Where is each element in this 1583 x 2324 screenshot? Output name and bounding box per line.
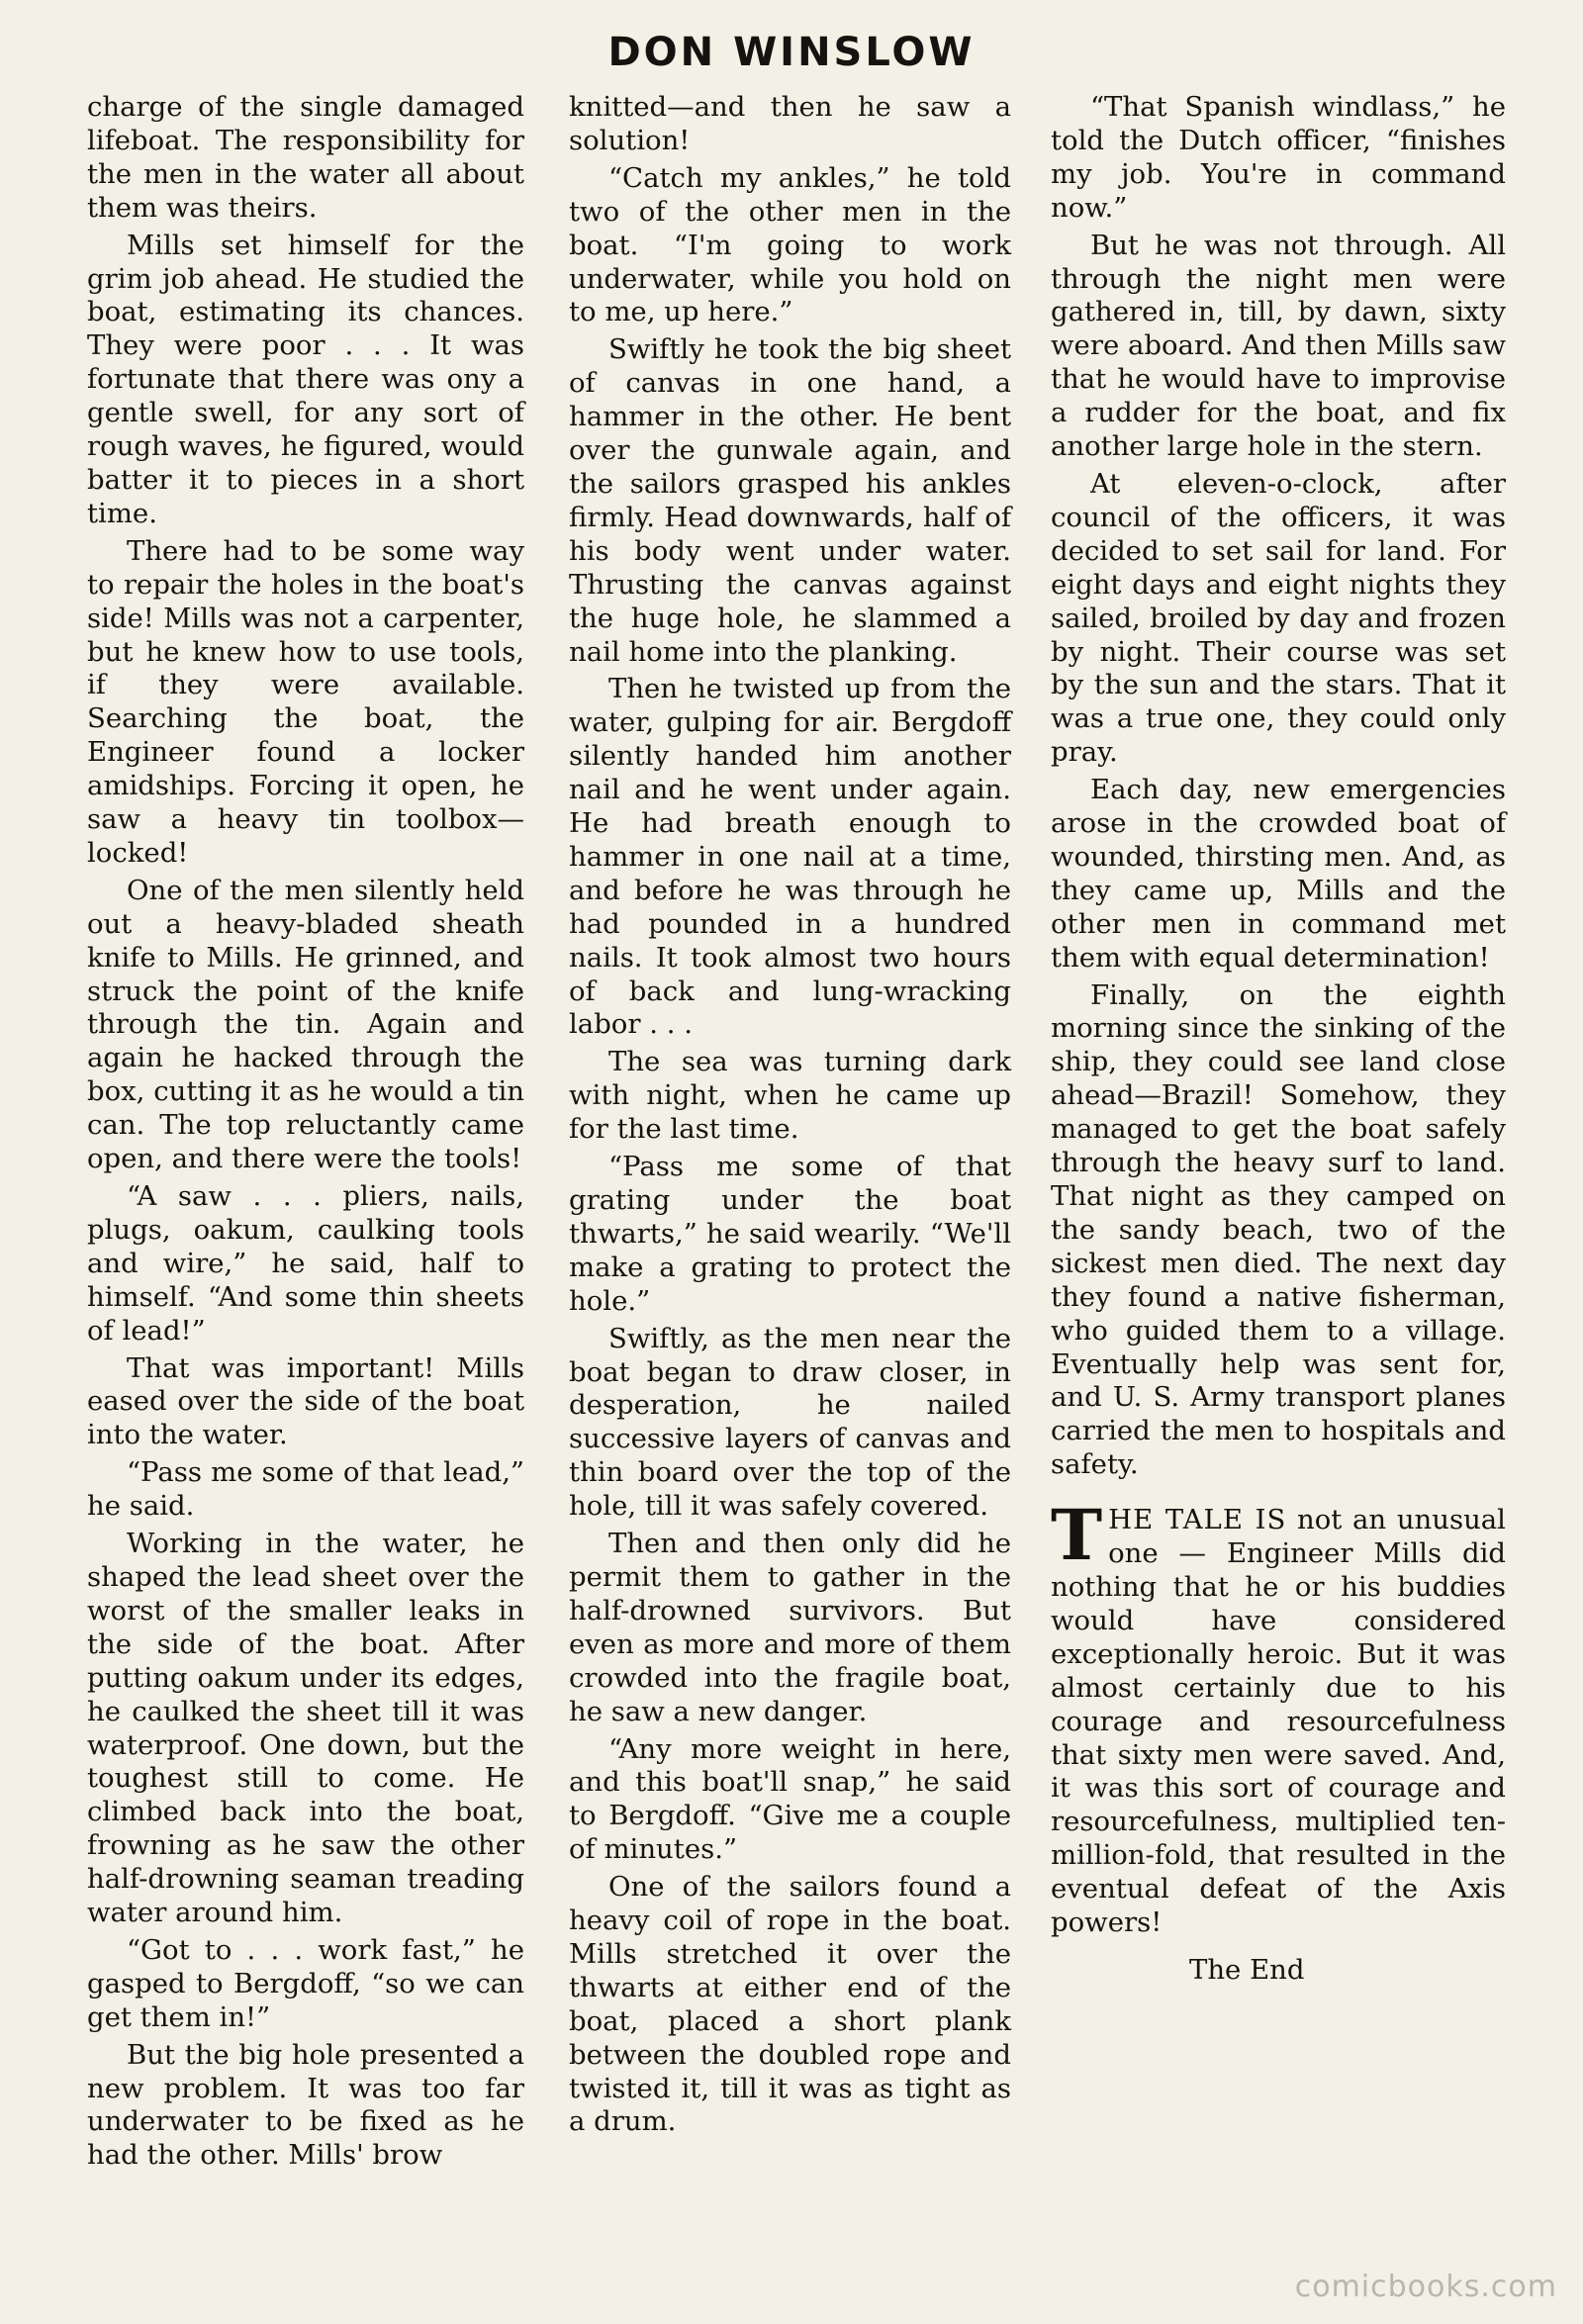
paragraph: There had to be some way to repair the holes in the boat's side! Mills was not a carpenter, but he knew how to use tools, if they were available. Searching the boat, the Engineer found a locker amidships. Forcing it open, he saw a heavy tin toolbox—locked!	[87, 534, 524, 869]
paragraph: One of the sailors found a heavy coil of rope in the boat. Mills stretched it over the thwarts at either end of the boat, placed a short plank between the doubled rope and twisted it, till it was as tight as a drum.	[569, 1871, 1011, 2138]
paragraph: “Catch my ankles,” he told two of the other men in the boat. “I'm going to work underwater, while you hold on to me, up here.”	[569, 161, 1011, 328]
closing-paragraph	[1051, 1494, 1506, 1940]
paragraph: At eleven-o-clock, after council of the officers, it was decided to set sail for land. For eight days and eight nights they sailed, broiled by day and frozen by night. Their course was set by the sun and the stars. That it was a true one, they could only pray.	[1051, 467, 1506, 769]
text-column-1	[87, 91, 524, 2177]
paragraph: That was important! Mills eased over the side of the boat into the water.	[87, 1351, 524, 1451]
paragraph: “Any more weight in here, and this boat'll snap,” he said to Bergdoff. “Give me a couple of minutes.”	[569, 1732, 1011, 1866]
watermark: comicbooks.com	[1294, 2270, 1557, 2304]
text-column-2	[569, 91, 1011, 2143]
paragraph: Mills set himself for the grim job ahead. He studied the boat, estimating its chances. They were poor . . . It was fortunate that there was ony a gentle swell, for any sort of rough waves, he figured, would batter it to pieces in a short time.	[87, 229, 524, 529]
paragraph: Swiftly he took the big sheet of canvas in one hand, a hammer in the other. He bent over the gunwale again, and the sailors grasped his ankles firmly. Head downwards, half of his body went under water. Thrusting the canvas against the huge hole, he slammed a nail home into the planking.	[569, 333, 1011, 668]
the-end-label: The End	[1189, 1953, 1305, 1986]
paragraph: The sea was turning dark with night, when he came up for the last time.	[569, 1046, 1011, 1146]
paragraph: Finally, on the eighth morning since the sinking of the ship, they could see land close ahead—Brazil! Somehow, they managed to get the boat safely through the heavy surf to land. That night as they camped on the sandy beach, two of the sickest men died. The next day they found a native fisherman, who guided them to a village. Eventually help was sent for, and U. S. Army transport planes carried the men to hospitals and safety.	[1051, 978, 1506, 1481]
paragraph: “That Spanish windlass,” he told the Dutch officer, “finishes my job. You're in command now.”	[1051, 91, 1506, 224]
paragraph: Then he twisted up from the water, gulping for air. Bergdoff silently handed him another nail and he went under again. He had breath enough to hammer in one nail at a time, and before he was through he had pounded in a hundred nails. It took almost two hours of back and lung-wracking labor . . .	[569, 673, 1011, 1041]
paragraph: Working in the water, he shaped the lead sheet over the worst of the smaller leaks in the side of the boat. After putting oakum under its edges, he caulked the sheet till it was waterproof. One down, but the toughest still to come. He climbed back into the boat, frowning as he saw the other half-drowning seaman treading water around him.	[87, 1528, 524, 1929]
paragraph: “A saw . . . pliers, nails, plugs, oakum, caulking tools and wire,” he said, half to himself. “And some thin sheets of lead!”	[87, 1180, 524, 1347]
paragraph: charge of the single damaged lifeboat. The responsibility for the men in the water all about them was theirs.	[87, 91, 524, 224]
paragraph: “Pass me some of that grating under the boat thwarts,” he said wearily. “We'll make a grating to protect the hole.”	[569, 1151, 1011, 1317]
paragraph: But he was not through. All through the night men were gathered in, till, by dawn, sixty were aboard. And then Mills saw that he would have to improvise a rudder for the boat, and fix another large hole in the stern.	[1051, 229, 1507, 463]
paragraph: knitted—and then he saw a solution!	[569, 91, 1011, 156]
paragraph: But the big hole presented a new problem. It was too far underwater to be fixed as he had the other. Mills' brow	[87, 2038, 524, 2172]
closing-paragraph-text: not an unusual one — Engineer Mills did nothing that he or his buddies would have considered exceptionally heroic. But it was almost certainly due to his courage and resourcefulness that sixty men were saved. And, it was this sort of courage and resourcefulness, multiplied ten-million-fold, that resulted in the eventual defeat of the Axis powers!	[1051, 1504, 1506, 1939]
page-title: DON WINSLOW	[607, 30, 976, 75]
lead-in-text: HE TALE IS	[1108, 1504, 1287, 1536]
paragraph: “Pass me some of that lead,” he said.	[87, 1456, 524, 1523]
text-column-3	[1051, 91, 1506, 1992]
paragraph: Swiftly, as the men near the boat began to draw closer, in desperation, he nailed successive layers of canvas and thin board over the top of the hole, till it was safely covered.	[569, 1322, 1011, 1523]
paragraph: “Got to . . . work fast,” he gasped to Bergdoff, “so we can get them in!”	[87, 1933, 524, 2033]
paragraph: Then and then only did he permit them to gather in the half-drowned survivors. But even as more and more of them crowded into the fragile boat, he saw a new danger.	[569, 1528, 1011, 1727]
paragraph: One of the men silently held out a heavy-bladed sheath knife to Mills. He grinned, and struck the point of the knife through the tin. Again and again he hacked through the box, cutting it as he would a tin can. The top reluctantly came open, and there were the tools!	[87, 874, 524, 1175]
drop-cap: T	[1051, 1494, 1103, 1577]
paragraph: Each day, new emergencies arose in the crowded boat of wounded, thirsting men. And, as they came up, Mills and the other men in command met them with equal determination!	[1051, 774, 1506, 974]
